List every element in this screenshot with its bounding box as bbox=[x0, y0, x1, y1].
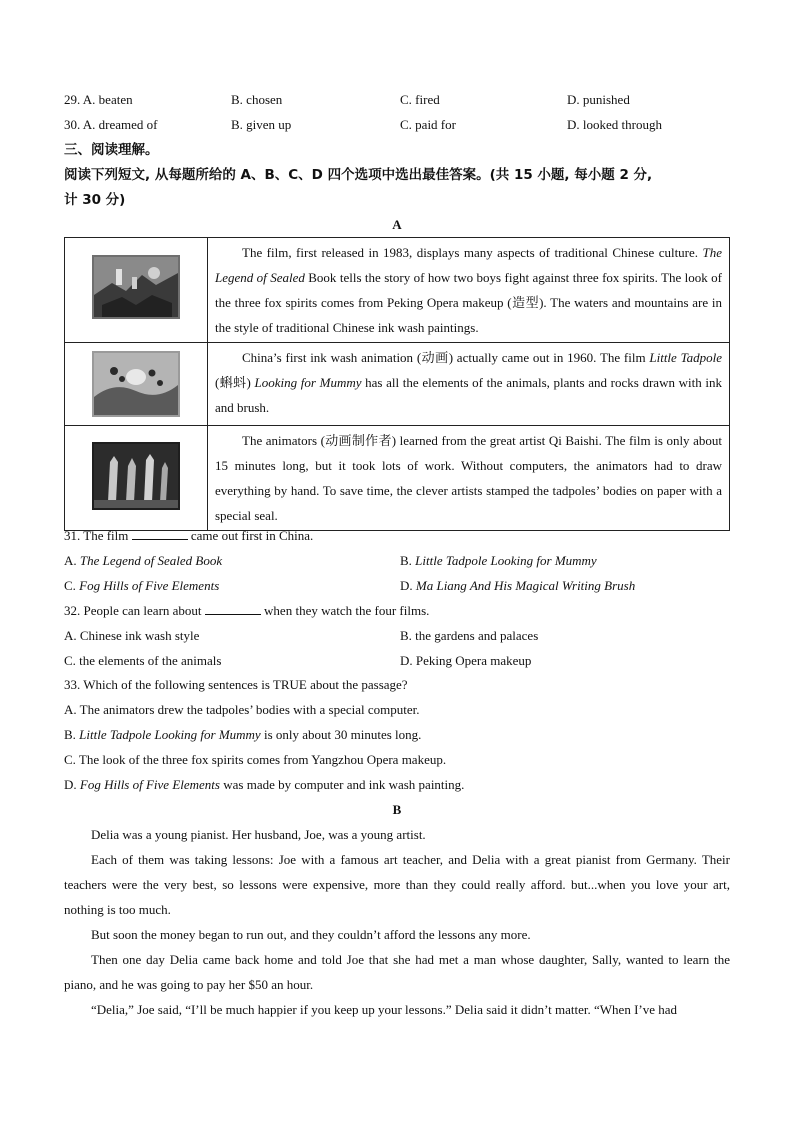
q31-label-d: D. bbox=[400, 578, 416, 593]
q33-title-d: Fog Hills of Five Elements bbox=[79, 777, 220, 792]
q31-label-a: A. bbox=[64, 553, 80, 568]
q30-option-c: C. paid for bbox=[400, 117, 456, 132]
q31-option-b bbox=[400, 553, 597, 569]
q33-stem: 33. Which of the following sentences is TRUE about the passage? bbox=[64, 677, 408, 692]
q30-option-a: 30. A. dreamed of bbox=[64, 117, 158, 132]
q31-text-c: Fog Hills of Five Elements bbox=[79, 578, 220, 593]
q33-title-b: Little Tadpole Looking for Mummy bbox=[79, 727, 261, 742]
q33-option-a: A. The animators drew the tadpoles’ bodies with a special computer. bbox=[64, 702, 420, 717]
q33-option-d bbox=[64, 777, 464, 793]
passage-b-paragraph-4: Then one day Delia came back home and told Joe that she had met a man whose daughter, Sally, wanted to learn the piano, and he was going to pay her $50 an hour. bbox=[64, 952, 730, 992]
film-still-3 bbox=[92, 442, 180, 510]
q29-option-c: C. fired bbox=[400, 92, 440, 107]
q32-option-c: C. the elements of the animals bbox=[64, 653, 222, 668]
q31-label-b: B. bbox=[400, 553, 416, 568]
q33-label-d: D. bbox=[64, 777, 80, 792]
passage-b-label: B bbox=[392, 802, 402, 817]
passage-b-paragraph-1: Delia was a young pianist. Her husband, Joe, was a young artist. bbox=[91, 827, 426, 842]
q31-option-c bbox=[64, 578, 219, 594]
q32-option-d: D. Peking Opera makeup bbox=[400, 653, 532, 668]
film-still-1 bbox=[92, 255, 180, 319]
row2-text-mid: (蝌蚪) bbox=[215, 375, 255, 390]
q30-option-d: D. looked through bbox=[567, 117, 662, 132]
film-description-3 bbox=[208, 426, 730, 531]
passage-b-paragraph-2: Each of them was taking lessons: Joe with a famous art teacher, and Delia with a great pianist from Germany. Their teachers were the very best, so lessons were expensive, more than they could really afford. but...when you love your art, nothing is too much. bbox=[64, 852, 730, 917]
q33-text-d: was made by computer and ink wash painting. bbox=[219, 777, 465, 792]
q31-blank bbox=[132, 528, 188, 540]
row1-text-pre: The film, first released in 1983, displays many aspects of traditional Chinese culture. bbox=[242, 245, 703, 260]
film-image-cell bbox=[65, 238, 208, 343]
row2-text-post: has all the elements of the animals, plants and rocks drawn with ink and brush. bbox=[215, 375, 722, 415]
row1-text-post: Book tells the story of how two boys fight against three fox spirits. The look of the three fox spirits comes from Peking Opera makeup (造型). The waters and mountains are in the style of traditional Chinese ink wash paintings. bbox=[215, 270, 722, 335]
film-still-2 bbox=[92, 351, 180, 417]
q32-option-a: A. Chinese ink wash style bbox=[64, 628, 200, 643]
q32-option-b: B. the gardens and palaces bbox=[400, 628, 539, 643]
table-row bbox=[65, 343, 730, 426]
q31-option-d bbox=[400, 578, 635, 594]
passage-b-paragraph-3: But soon the money began to run out, and they couldn’t afford the lessons any more. bbox=[91, 927, 531, 942]
q31-label-c: C. bbox=[64, 578, 80, 593]
q33-label-b: B. bbox=[64, 727, 80, 742]
section-title: 三、阅读理解。 bbox=[64, 142, 159, 158]
row2-text-pre: China’s first ink wash animation (动画) actually came out in 1960. The film bbox=[242, 350, 650, 365]
q32-stem-post: when they watch the four films. bbox=[260, 603, 430, 618]
q32-stem bbox=[64, 603, 429, 619]
row3-text: The animators (动画制作者) learned from the great artist Qi Baishi. The film is only about 15 minutes long, but it took lots of work. Without computers, the animators had to draw everything by hand. To save time, the clever artists stamped the tadpoles’ bodies on paper with a special seal. bbox=[215, 433, 722, 523]
q31-text-b: Little Tadpole Looking for Mummy bbox=[415, 553, 597, 568]
q31-stem-pre: 31. The film bbox=[64, 528, 132, 543]
q33-option-b bbox=[64, 727, 421, 743]
film-image-cell bbox=[65, 426, 208, 531]
q29-option-d: D. punished bbox=[567, 92, 630, 107]
film-description-1 bbox=[208, 238, 730, 343]
row1-title: The Legend of Sealed bbox=[215, 245, 722, 285]
film-table bbox=[64, 237, 730, 531]
q33-option-c: C. The look of the three fox spirits comes from Yangzhou Opera makeup. bbox=[64, 752, 447, 767]
q33-text-b: is only about 30 minutes long. bbox=[260, 727, 422, 742]
row2-title: Little Tadpole bbox=[649, 350, 722, 365]
q31-text-a: The Legend of Sealed Book bbox=[79, 553, 223, 568]
table-row bbox=[65, 426, 730, 531]
q32-stem-pre: 32. People can learn about bbox=[64, 603, 205, 618]
instructions-line-1: 阅读下列短文, 从每题所给的 A、B、C、D 四个选项中选出最佳答案。(共 15 小题, 每小题 2 分, bbox=[64, 167, 653, 183]
q29-option-a: 29. A. beaten bbox=[64, 92, 133, 107]
passage-a-label: A bbox=[392, 217, 402, 232]
q31-option-a bbox=[64, 553, 222, 569]
q32-blank bbox=[205, 603, 261, 615]
row2-title-2: Looking for Mummy bbox=[254, 375, 362, 390]
q31-text-d: Ma Liang And His Magical Writing Brush bbox=[415, 578, 636, 593]
q30-option-b: B. given up bbox=[231, 117, 292, 132]
q31-stem-post: came out first in China. bbox=[187, 528, 314, 543]
table-row bbox=[65, 238, 730, 343]
film-image-cell bbox=[65, 343, 208, 426]
passage-b-paragraph-5: “Delia,” Joe said, “I’ll be much happier if you keep up your lessons.” Delia said it didn’t matter. “When I’ve had bbox=[91, 1002, 678, 1017]
q29-option-b: B. chosen bbox=[231, 92, 283, 107]
film-description-2 bbox=[208, 343, 730, 426]
q31-stem bbox=[64, 528, 313, 544]
instructions-line-2: 计 30 分) bbox=[64, 192, 126, 208]
